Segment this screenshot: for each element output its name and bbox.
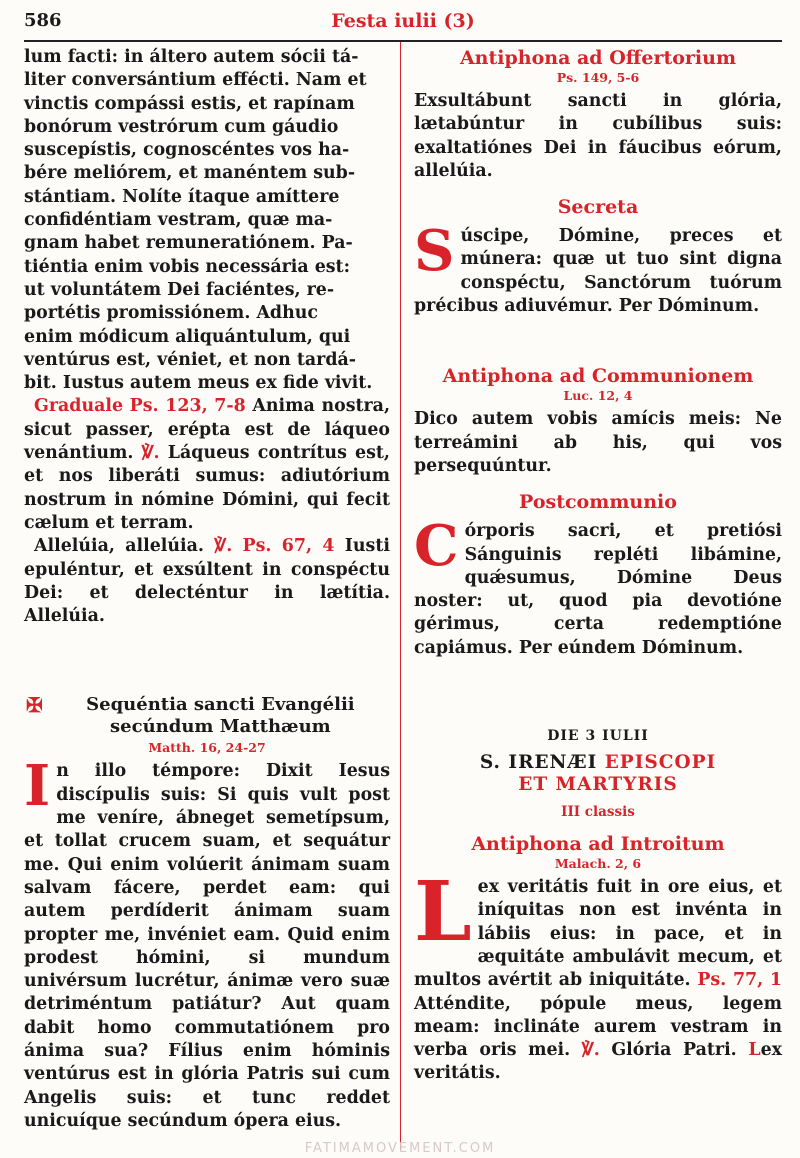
introit-body-4: ex veritátis. — [414, 1040, 782, 1084]
offertory-ref: Ps. 149, 5-6 — [556, 70, 640, 85]
repeat-initial: L — [748, 1040, 761, 1061]
epistle-line: suscepístis, cognoscéntes vos ha- — [24, 140, 350, 161]
epistle-line: ventúrus est, véniet, et non tardá- — [24, 349, 356, 370]
introit-body: ex veritátis fuit in ore eius, et iníquitas non est invénta in lábiis eius: in pace, et in æquitáte ambulávit mecum, et multos avértit ab iniquitáte. — [414, 877, 782, 991]
epistle-line: bonórum vestrórum cum gáudio — [24, 116, 339, 137]
postcommunion-text — [414, 513, 782, 660]
epistle-line: lum facti: in áltero autem sócii tá- — [24, 47, 359, 67]
postcommunion-body: órporis sacri, et pretiósi Sánguinis repléti libámine, quǽsumus, Dómine Deus noster: ut, quod pia devotióne gérimus, certa redemptióne capiámus. Per eúndem Dóminum. — [414, 521, 782, 658]
drop-cap-c: C — [414, 513, 459, 580]
feast-class: III classis — [561, 804, 635, 821]
gospel-ref: Matth. 16, 24-27 — [148, 740, 266, 756]
drop-cap-s: S — [414, 218, 455, 285]
epistle-line: tiéntia enim vobis necessária est: — [24, 256, 351, 277]
epistle-line: ut voluntátem Dei faciéntes, re- — [24, 279, 335, 300]
epistle-line: liter conversántium effécti. Nam et — [24, 70, 367, 91]
graduale — [24, 395, 390, 535]
introit-body-3: Glória Patri. — [599, 1040, 749, 1061]
communion-text: Dico autem vobis amícis meis: Ne terreámini ab his, qui vos persequúntur. — [414, 409, 782, 476]
left-column — [24, 46, 390, 1133]
gospel-body: n illo témpore: Dixit Iesus discípulis suis: Si quis vult post me veníre, ábneget semetípsum, et tollat crucem suam, et sequátur me. Qui enim volúerit ánimam suam salvam fácere, perdet eam: qui autem perdíderit ánimam suam propter me, invéniet eam. Quid enim prodest hómini, si mundum univérsum lucrétur, ánimæ vero suæ detriméntum patiátur? Aut quam dabit homo commutatiónem pro ánima sua? Fílius enim hóminis ventúrus est in glória Patris sui cum Angelis suis: et tunc reddet unicuíque secúndum ópera eius. — [24, 761, 390, 1131]
introit-title: Antiphona ad Introitum — [471, 833, 725, 856]
page-number: 586 — [24, 10, 62, 31]
epistle-line: enim módicum aliquántulum, qui — [24, 326, 351, 347]
column-divider — [400, 42, 401, 1150]
communion-title: Antiphona ad Communionem — [442, 365, 754, 388]
epistle-line: confidéntiam vestram, quæ ma- — [24, 210, 333, 231]
cross-icon: ✠ — [26, 693, 43, 718]
epistle-text — [24, 46, 390, 395]
right-column — [414, 46, 782, 1086]
epistle-line: bit. Iustus autem meus ex fide vivit. — [24, 373, 373, 394]
feast-name-rank: EPISCOPI — [604, 752, 717, 774]
epistle-line: bére meliórem, et manéntem sub- — [24, 163, 356, 184]
graduale-label: Graduale Ps. 123, 7-8 — [34, 396, 246, 417]
feast-name — [414, 752, 782, 774]
epistle-line: stántiam. Nolíte ítaque amíttere — [24, 186, 340, 207]
introit-body-2: Atténdite, pópule meus, legem meam: inclináte aurem vestram in verba oris mei. — [414, 993, 782, 1061]
watermark: FATIMAMOVEMENT.COM — [304, 1141, 496, 1156]
alleluia-text: Allelúia, allelúia. — [34, 536, 215, 557]
alleluia — [24, 535, 390, 628]
drop-cap-i: I — [24, 753, 51, 820]
feast-name-rank-2: ET MARTYRIS — [518, 774, 678, 796]
versicle-symbol: ℣. — [141, 443, 160, 464]
drop-cap-l: L — [414, 864, 472, 961]
gospel-title: Sequéntia sancti Evangélii secúndum Matthæum — [86, 694, 355, 738]
secret-body: úscipe, Dómine, preces et múnera: quæ ut tuo sint digna conspéctu, Sanctórum tuórum précibus adiuvémur. Per Dóminum. — [414, 226, 782, 317]
gospel-text — [24, 753, 390, 1133]
introit-ref: Malach. 2, 6 — [554, 856, 642, 872]
offertory-title: Antiphona ad Offertorium — [459, 47, 737, 69]
secret-title: Secreta — [557, 196, 639, 219]
secret-text — [414, 218, 782, 318]
alleluia-text-2: Iusti epuléntur, et exsúltent in conspéctu Dei: et delecténtur in lætítia. Allelúia. — [24, 536, 390, 627]
versicle-symbol-2: ℣. — [581, 1040, 600, 1061]
introit-psalm-ref: Ps. 77, 1 — [697, 970, 782, 991]
running-title: Festa iulii (3) — [331, 10, 475, 32]
feast-name-saint: S. IRENÆI — [479, 752, 605, 774]
postcommunion-title: Postcommunio — [519, 491, 677, 514]
gospel-heading — [24, 694, 390, 738]
epistle-line: gnam habet remuneratiónem. Pa- — [24, 233, 353, 254]
communion-ref: Luc. 12, 4 — [563, 388, 633, 404]
graduale-text-2: Láqueus contrítus est, et nos liberáti sumus: adiutórium nostrum in nómine Dómini, qui fecit cælum et terram. — [24, 443, 390, 533]
epistle-line: vinctis compássi estis, et rapínam — [24, 93, 355, 114]
offertory-text: Exsultábunt sancti in glória, lætabúntur in cubílibus suis: exaltatiónes Dei in fáucibus eórum, allelúia. — [414, 91, 782, 181]
page-header — [24, 6, 782, 42]
feast-date: DIE 3 IULII — [547, 728, 649, 745]
epistle-line: portétis promissiónem. Adhuc — [24, 303, 318, 324]
alleluia-ref: ℣. Ps. 67, 4 — [214, 536, 335, 557]
graduale-text: Anima nostra, sicut passer, erépta est de láqueo venántium. — [24, 396, 391, 464]
